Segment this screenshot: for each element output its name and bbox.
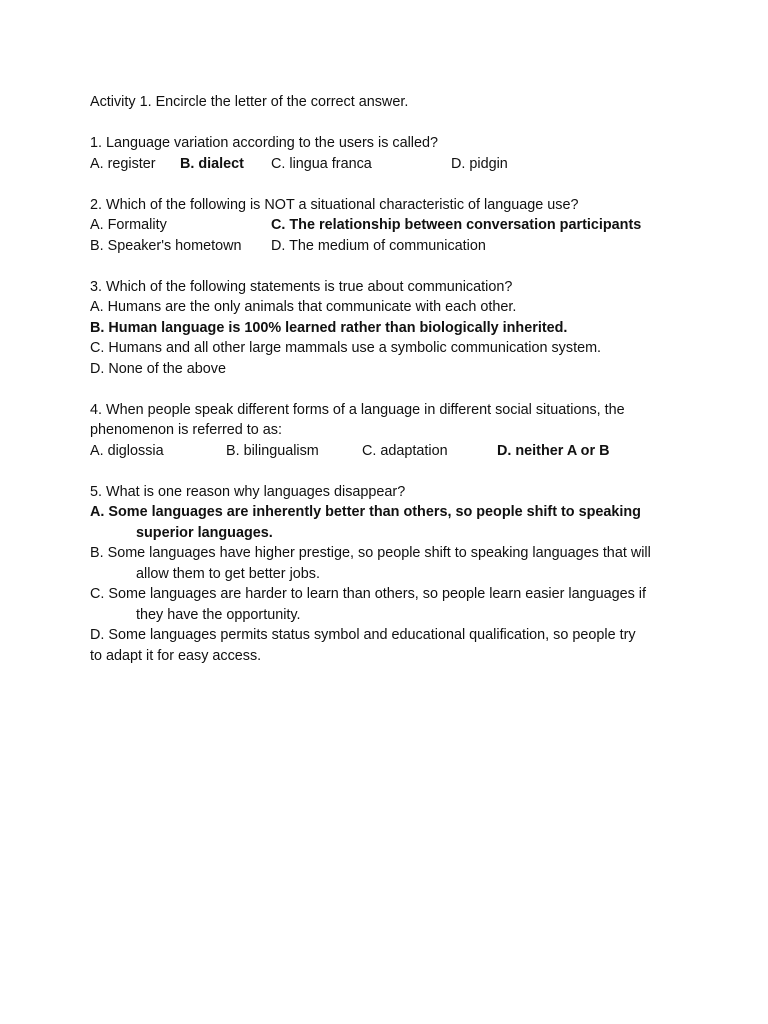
q5-option-a-correct-line-2: superior languages. bbox=[136, 524, 273, 541]
q1-option-c: C. lingua franca bbox=[271, 155, 372, 172]
q1-option-d: D. pidgin bbox=[451, 155, 508, 172]
question-4-options bbox=[90, 441, 690, 462]
q2-option-a: A. Formality bbox=[90, 217, 167, 233]
question-1-stem: 1. Language variation according to the users is called? bbox=[90, 135, 438, 151]
q3-option-c: C. Humans and all other large mammals use a symbolic communication system. bbox=[90, 340, 602, 356]
q5-option-c-line-2: they have the opportunity. bbox=[136, 606, 301, 623]
q4-option-d-correct: D. neither A or B bbox=[497, 442, 610, 459]
question-1-options bbox=[90, 154, 690, 175]
q5-option-b-line-2: allow them to get better jobs. bbox=[136, 565, 320, 582]
q3-option-d: D. None of the above bbox=[90, 360, 227, 377]
spacer bbox=[90, 256, 690, 277]
q4-option-b: B. bilingualism bbox=[226, 442, 319, 459]
spacer bbox=[90, 113, 690, 134]
q2-option-d: D. The medium of communication bbox=[271, 237, 486, 254]
spacer bbox=[90, 174, 690, 195]
q5-option-b-line-1: B. Some languages have higher prestige, so people shift to speaking languages that will bbox=[90, 545, 651, 561]
q5-option-a-correct-line-1: A. Some languages are inherently better than others, so people shift to speaking bbox=[90, 504, 641, 520]
q3-option-a: A. Humans are the only animals that communicate with each other. bbox=[90, 299, 517, 315]
question-5-stem: 5. What is one reason why languages disappear? bbox=[90, 483, 406, 500]
q2-option-b: B. Speaker's hometown bbox=[90, 237, 242, 254]
question-4-stem-line-1: 4. When people speak different forms of a language in different social situations, the bbox=[90, 401, 625, 418]
question-2-options-row-1 bbox=[90, 215, 690, 236]
q1-option-b-correct: B. dialect bbox=[180, 155, 244, 172]
q1-option-a: A. register bbox=[90, 155, 156, 172]
spacer bbox=[90, 461, 690, 482]
question-3-stem: 3. Which of the following statements is true about communication? bbox=[90, 278, 513, 295]
question-2-stem: 2. Which of the following is NOT a situational characteristic of language use? bbox=[90, 196, 579, 213]
q4-option-a: A. diglossia bbox=[90, 442, 164, 459]
question-2-options-row-2 bbox=[90, 236, 690, 257]
spacer bbox=[90, 379, 690, 400]
q3-option-b-correct: B. Human language is 100% learned rather than biologically inherited. bbox=[90, 319, 568, 336]
q5-option-d-line-2: to adapt it for easy access. bbox=[90, 647, 262, 664]
q5-option-d-line-1: D. Some languages permits status symbol and educational qualification, so people try bbox=[90, 627, 636, 643]
activity-title: Activity 1. Encircle the letter of the correct answer. bbox=[90, 94, 409, 110]
question-4-stem-line-2: phenomenon is referred to as: bbox=[90, 422, 282, 438]
worksheet-content bbox=[90, 92, 690, 666]
q5-option-c-line-1: C. Some languages are harder to learn than others, so people learn easier languages if bbox=[90, 586, 646, 602]
q2-option-c-correct: C. The relationship between conversation participants bbox=[271, 217, 642, 233]
q4-option-c: C. adaptation bbox=[362, 442, 448, 459]
